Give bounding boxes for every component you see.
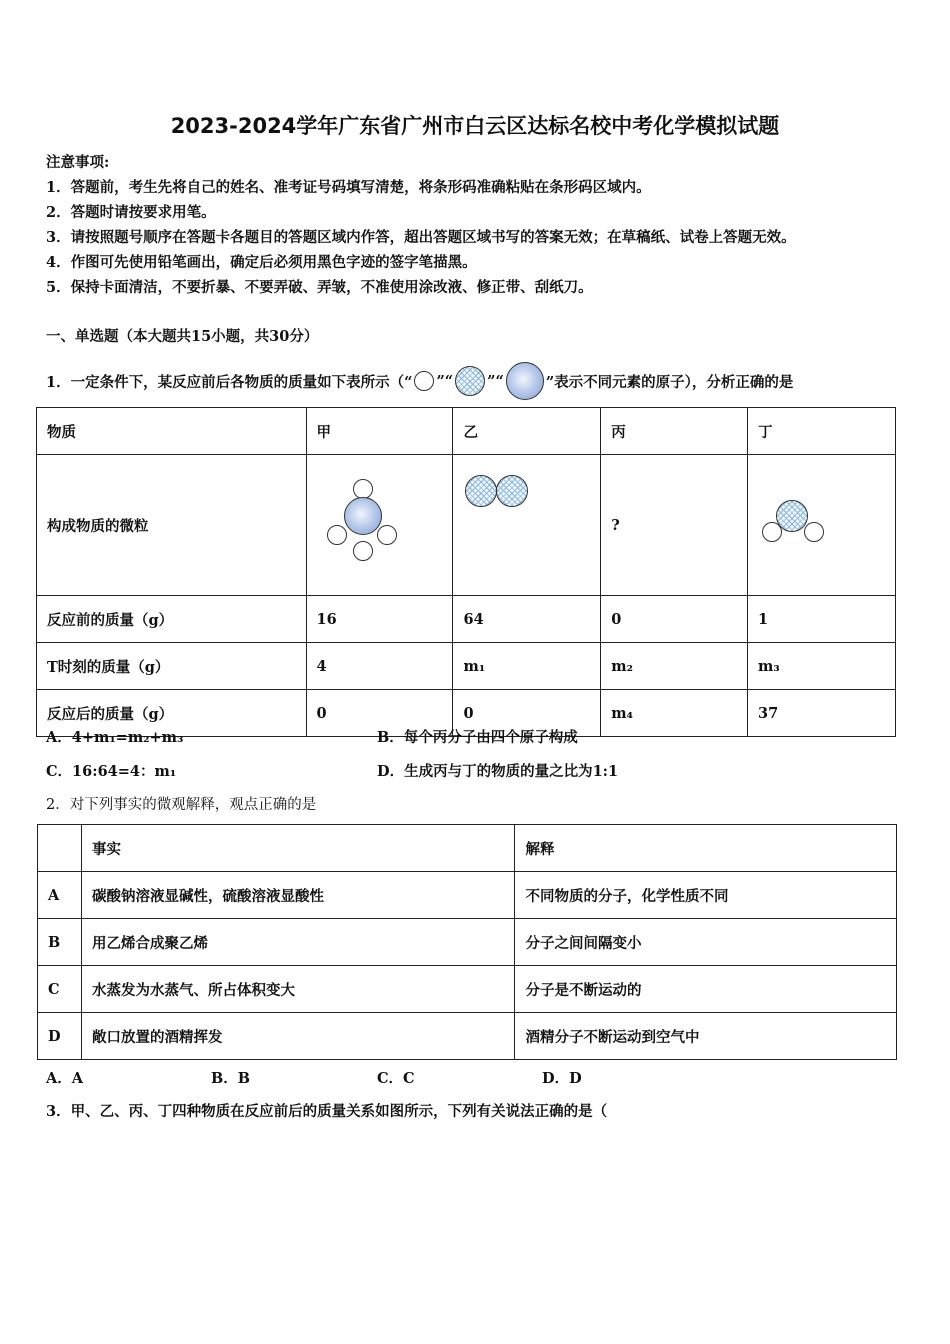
notes-section bbox=[46, 150, 796, 300]
cell: 水蒸发为水蒸气、所占体积变大 bbox=[81, 966, 514, 1013]
header-cell bbox=[38, 825, 82, 872]
cell: 64 bbox=[453, 596, 601, 643]
note-item: 4．作图可先使用铅笔画出，确定后必须用黑色字迹的签字笔描黑。 bbox=[46, 254, 477, 271]
table-row bbox=[38, 966, 897, 1013]
cell: 0 bbox=[453, 690, 601, 737]
q1-stem-suffix: ”表示不同元素的原子），分析正确的是 bbox=[545, 373, 794, 391]
cell: 0 bbox=[306, 690, 453, 737]
q1-stem-prefix: 1．一定条件下，某反应前后各物质的质量如下表所示（“ bbox=[46, 373, 413, 391]
table-row bbox=[38, 919, 897, 966]
blue-atom-icon bbox=[506, 362, 544, 400]
q1-option-a[interactable]: A．4+m₁=m₂+m₃ bbox=[46, 729, 184, 746]
cell: 1 bbox=[747, 596, 895, 643]
q2-option-d[interactable]: D．D bbox=[542, 1070, 582, 1087]
notes-heading: 注意事项: bbox=[46, 154, 110, 171]
cell: 0 bbox=[601, 596, 748, 643]
cell: B bbox=[38, 919, 82, 966]
table-row bbox=[38, 872, 897, 919]
table-row bbox=[38, 1013, 897, 1060]
cell: m₄ bbox=[601, 690, 748, 737]
yi-molecule-cell bbox=[453, 455, 601, 596]
yi-molecule-icon bbox=[463, 475, 590, 509]
cell: m₁ bbox=[453, 643, 601, 690]
q1-option-c[interactable]: C．16:64=4：m₁ bbox=[46, 763, 177, 780]
cell: A bbox=[38, 872, 82, 919]
question-1-stem bbox=[46, 362, 793, 400]
header-cell: 事实 bbox=[81, 825, 514, 872]
cell: 敞口放置的酒精挥发 bbox=[81, 1013, 514, 1060]
header-cell: 乙 bbox=[453, 408, 601, 455]
q1-option-d[interactable]: D．生成丙与丁的物质的量之比为1:1 bbox=[377, 763, 619, 780]
table-row bbox=[37, 596, 896, 643]
cell: 用乙烯合成聚乙烯 bbox=[81, 919, 514, 966]
note-item: 2．答题时请按要求用笔。 bbox=[46, 204, 216, 221]
jia-molecule-icon bbox=[317, 475, 437, 575]
q1-sep: ”“ bbox=[487, 372, 504, 390]
bing-molecule-cell: ? bbox=[601, 455, 748, 596]
q1-option-b[interactable]: B．每个丙分子由四个原子构成 bbox=[377, 729, 578, 746]
note-item: 1．答题前，考生先将自己的姓名、准考证号码填写清楚，将条形码准确粘贴在条形码区域内。 bbox=[46, 179, 651, 196]
q1-sep: ”“ bbox=[436, 372, 454, 390]
ding-molecule-cell bbox=[747, 455, 895, 596]
cell: 酒精分子不断运动到空气中 bbox=[515, 1013, 897, 1060]
table-row bbox=[37, 455, 896, 596]
q2-table bbox=[37, 824, 897, 1060]
cell: m₂ bbox=[601, 643, 748, 690]
question-2-stem: 2．对下列事实的微观解释，观点正确的是 bbox=[46, 797, 317, 813]
cell: 分子之间间隔变小 bbox=[515, 919, 897, 966]
jia-molecule-cell bbox=[306, 455, 453, 596]
note-item: 3．请按照题号顺序在答题卡各题目的答题区域内作答，超出答题区域书写的答案无效；在草稿纸、试卷上答题无效。 bbox=[46, 229, 796, 246]
note-item: 5．保持卡面清洁，不要折暴、不要弄破、弄皱，不准使用涂改液、修正带、刮纸刀。 bbox=[46, 279, 593, 296]
question-3-stem: 3．甲、乙、丙、丁四种物质在反应前后的质量关系如图所示，下列有关说法正确的是（ bbox=[46, 1103, 608, 1120]
q2-option-a[interactable]: A．A bbox=[46, 1070, 84, 1087]
cell: C bbox=[38, 966, 82, 1013]
row-label: 反应后的质量（g） bbox=[37, 690, 307, 737]
table-header-row bbox=[37, 408, 896, 455]
row-label: 反应前的质量（g） bbox=[37, 596, 307, 643]
white-atom-icon bbox=[414, 371, 434, 391]
cell: 不同物质的分子，化学性质不同 bbox=[515, 872, 897, 919]
page-title: 2023-2024学年广东省广州市白云区达标名校中考化学模拟试题 bbox=[170, 114, 780, 138]
q1-mass-table bbox=[36, 407, 896, 737]
cell: D bbox=[38, 1013, 82, 1060]
q2-option-b[interactable]: B．B bbox=[211, 1070, 251, 1087]
row-label: 构成物质的微粒 bbox=[37, 455, 307, 596]
header-cell: 物质 bbox=[37, 408, 307, 455]
row-label: T时刻的质量（g） bbox=[37, 643, 307, 690]
table-row bbox=[37, 643, 896, 690]
cell: 16 bbox=[306, 596, 453, 643]
table-header-row bbox=[38, 825, 897, 872]
header-cell: 丙 bbox=[601, 408, 748, 455]
header-cell: 丁 bbox=[747, 408, 895, 455]
cell: m₃ bbox=[747, 643, 895, 690]
hatched-atom-icon bbox=[455, 366, 485, 396]
q2-option-c[interactable]: C．C bbox=[377, 1070, 415, 1087]
ding-molecule-icon bbox=[758, 500, 878, 550]
cell: 4 bbox=[306, 643, 453, 690]
cell: 碳酸钠溶液显碱性，硫酸溶液显酸性 bbox=[81, 872, 514, 919]
section-heading: 一、单选题（本大题共15小题，共30分） bbox=[46, 328, 319, 345]
cell: 分子是不断运动的 bbox=[515, 966, 897, 1013]
header-cell: 甲 bbox=[306, 408, 453, 455]
cell: 37 bbox=[747, 690, 895, 737]
header-cell: 解释 bbox=[515, 825, 897, 872]
